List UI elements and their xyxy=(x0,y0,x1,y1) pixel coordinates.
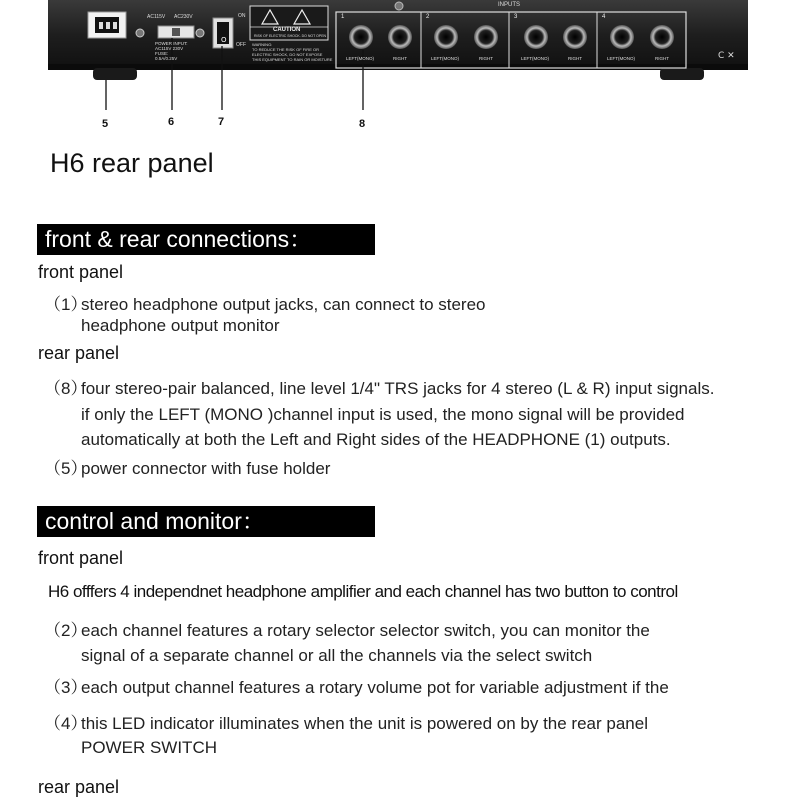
item-text xyxy=(81,294,486,336)
power-line: 0.5A/0.25V xyxy=(155,56,178,61)
warning-line: ELECTRIC SHOCK, DO NOT EXPOSE xyxy=(252,52,323,57)
list-item xyxy=(44,294,486,335)
inputs-label: INPUTS xyxy=(498,2,521,8)
power-line: AC115V 230V xyxy=(155,46,184,51)
item-text xyxy=(81,458,330,479)
callout-7: 7 xyxy=(218,116,225,128)
list-item xyxy=(44,677,669,698)
callout-8: 8 xyxy=(359,118,366,130)
svg-text:O: O xyxy=(221,36,227,44)
section-title-connections: front & rear connections： xyxy=(37,224,375,255)
voltage-b-label: AC230V xyxy=(174,14,193,20)
item-number: （8） xyxy=(44,379,88,398)
channel-1-label: 1 xyxy=(341,14,345,20)
list-item xyxy=(44,458,331,479)
rear-panel-heading: rear panel xyxy=(38,343,120,363)
callout-5: 5 xyxy=(102,118,109,130)
list-item xyxy=(44,376,715,449)
left-mono-label: LEFT(MONO) xyxy=(607,56,635,61)
caution-sub-label: RISK OF ELECTRIC SHOCK. DO NOT OPEN xyxy=(254,34,327,38)
channel-4-label: 4 xyxy=(602,14,606,20)
callout-6: 6 xyxy=(168,116,175,128)
list-item xyxy=(44,712,648,757)
right-label: RIGHT xyxy=(479,56,493,61)
item-line: signal of a separate channel or all the channels via the select switch xyxy=(81,646,593,665)
power-input-label xyxy=(155,41,188,61)
item-line: automatically at both the Left and Right sides of the HEADPHONE (1) outputs. xyxy=(81,430,671,449)
warning-line: WARNING: xyxy=(252,42,273,47)
power-line: FUSE: xyxy=(155,51,169,56)
channel-3-label: 3 xyxy=(514,14,518,20)
item-text xyxy=(81,376,714,453)
item-line: this LED indicator illuminates when the unit is powered on by the rear panel xyxy=(81,714,648,733)
list-item xyxy=(44,618,650,665)
channel-2-label: 2 xyxy=(426,14,430,20)
rear-panel-heading: rear panel xyxy=(38,777,120,797)
warning-line: TO REDUCE THE RISK OF FIRE OR xyxy=(252,47,319,52)
caution-label: CAUTION xyxy=(273,27,301,33)
left-mono-label: LEFT(MONO) xyxy=(431,56,459,61)
svg-text:C ✕: C ✕ xyxy=(718,51,735,61)
page-title: H6 rear panel xyxy=(50,148,214,178)
switch-on-label: ON xyxy=(238,13,246,19)
front-panel-heading: front panel xyxy=(38,548,124,568)
intro-text: H6 offfers 4 independnet headphone amplifier and each channel has two button to control xyxy=(48,582,678,601)
right-label: RIGHT xyxy=(393,56,407,61)
item-number: （1） xyxy=(44,295,88,314)
item-number: （4） xyxy=(44,714,88,733)
warning-text xyxy=(252,42,332,62)
power-input-title: POWER INPUT: xyxy=(155,41,188,46)
rear-panel-photo xyxy=(0,0,790,130)
rear-panel-illustration xyxy=(0,0,790,110)
item-number: （2） xyxy=(44,621,88,640)
item-number: （5） xyxy=(44,459,88,478)
item-line: if only the LEFT (MONO )channel input is used, the mono signal will be provided xyxy=(81,404,685,424)
item-line: each channel features a rotary selector selector switch, you can monitor the xyxy=(81,621,650,640)
item-line: power connector with fuse holder xyxy=(81,459,331,478)
item-number: （3） xyxy=(44,678,88,697)
item-text xyxy=(81,712,648,760)
right-label: RIGHT xyxy=(568,56,582,61)
item-text xyxy=(81,677,669,698)
left-mono-label: LEFT(MONO) xyxy=(521,56,549,61)
warning-line: THIS EQUIPMENT TO RAIN OR MOISTURE xyxy=(252,57,333,62)
item-text xyxy=(81,618,650,668)
right-label: RIGHT xyxy=(655,56,669,61)
front-panel-heading: front panel xyxy=(38,262,124,282)
item-line: POWER SWITCH xyxy=(81,738,217,757)
left-mono-label: LEFT(MONO) xyxy=(346,56,374,61)
item-line: each output channel features a rotary volume pot for variable adjustment if the xyxy=(81,678,669,697)
switch-off-label: OFF xyxy=(236,42,246,48)
item-line: headphone output monitor xyxy=(81,316,280,335)
item-line: four stereo-pair balanced, line level 1/4" TRS jacks for 4 stereo (L & R) input signals. xyxy=(81,379,715,398)
voltage-a-label: AC115V xyxy=(147,14,166,20)
section-title-control: control and monitor： xyxy=(37,506,375,537)
item-line: stereo headphone output jacks, can connect to stereo xyxy=(81,295,486,314)
